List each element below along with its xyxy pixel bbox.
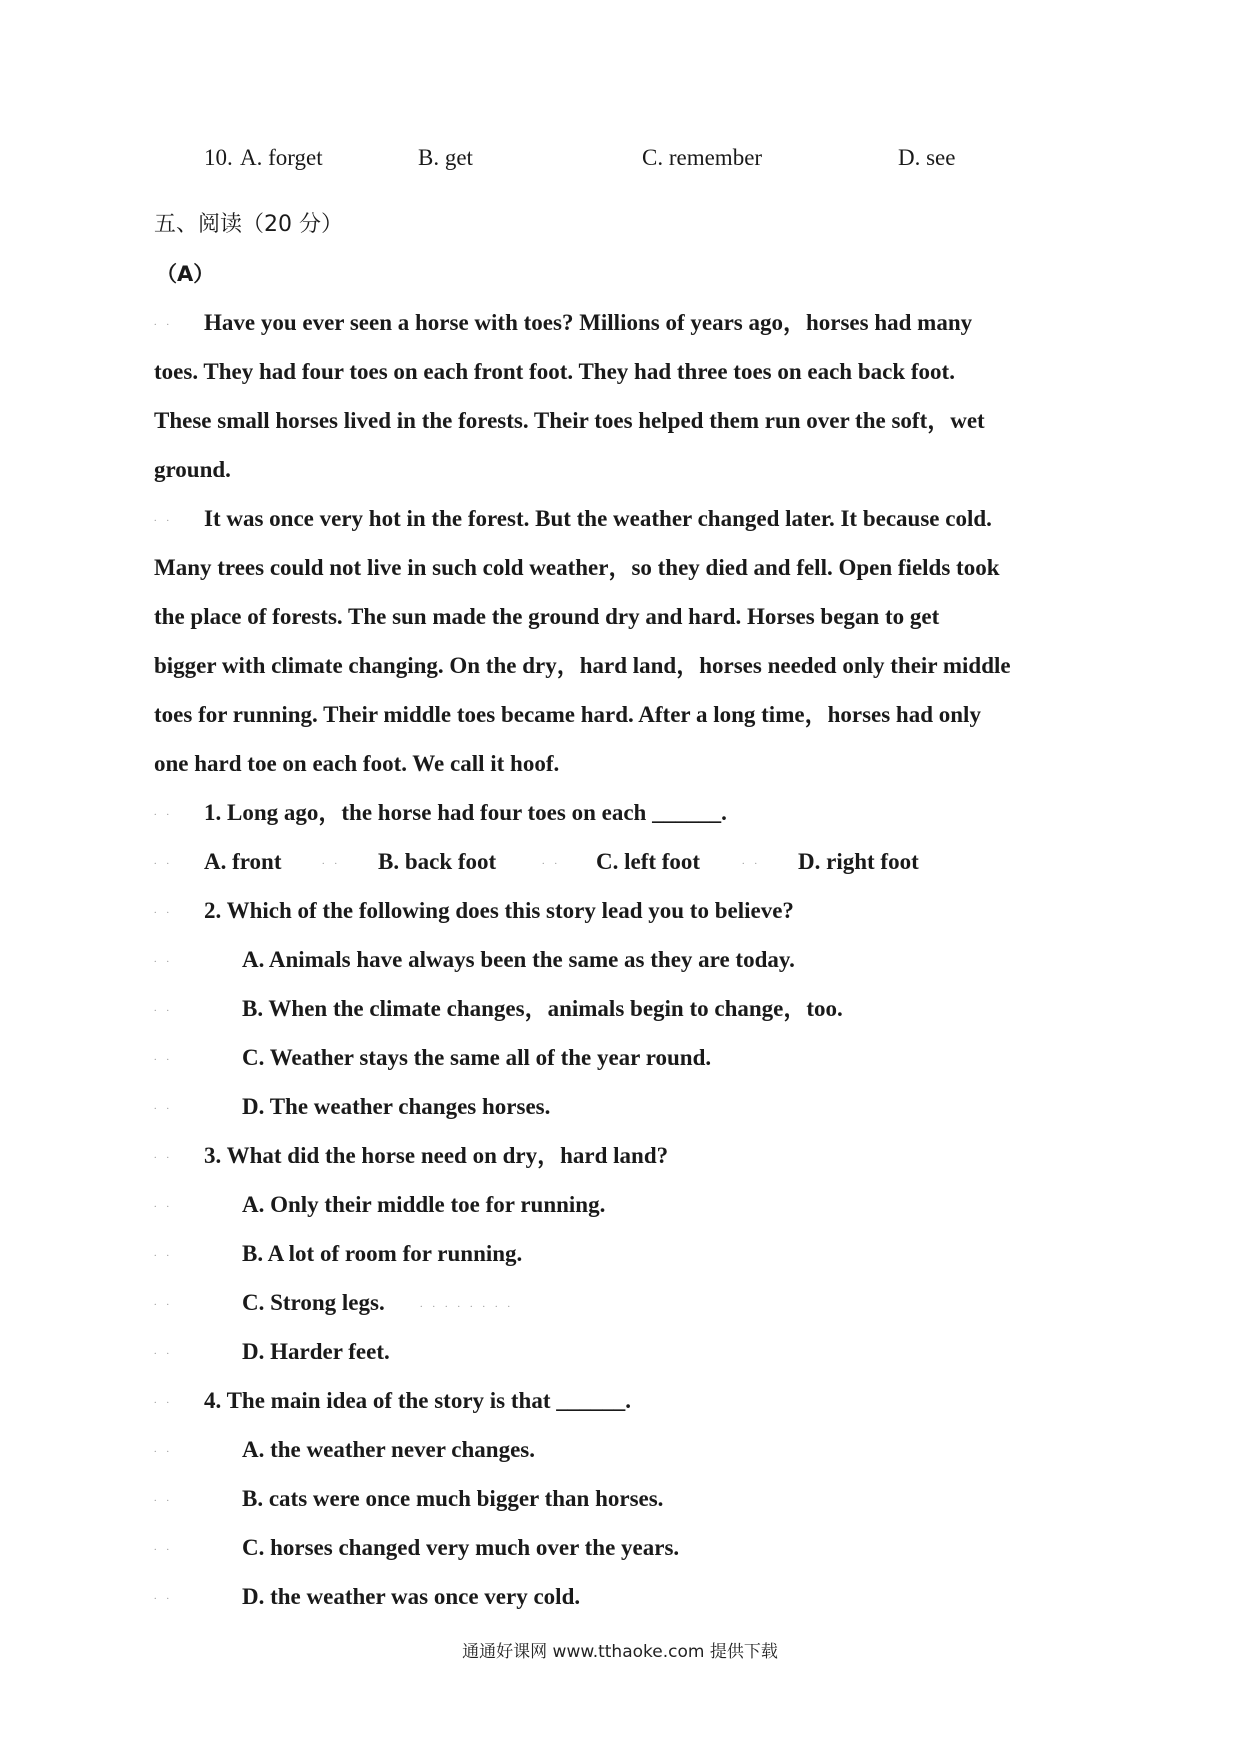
prev-question-option-a: A. forget: [240, 145, 323, 170]
passage-p2-line: It was once very hot in the forest. But the weather changed later. It because cold.: [204, 506, 992, 531]
question-option: B. A lot of room for running.: [242, 1241, 523, 1266]
question-option: D. Harder feet.: [242, 1339, 390, 1364]
prev-question-number: 10.: [204, 145, 233, 170]
indent-dots: ..: [154, 1493, 179, 1504]
question-option: D. The weather changes horses.: [242, 1094, 551, 1119]
passage-p2-line: the place of forests. The sun made the ground dry and hard. Horses began to get: [154, 604, 940, 629]
question-option: C. Weather stays the same all of the year round.: [242, 1045, 712, 1070]
question-stem: 1. Long ago，the horse had four toes on each ______.: [204, 800, 727, 825]
indent-dots: ..: [154, 1346, 179, 1357]
question-option: B. back foot: [378, 849, 497, 874]
indent-dots: ..: [322, 856, 347, 867]
question-option: A. Only their middle toe for running.: [242, 1192, 606, 1217]
indent-dots: ..: [154, 1591, 179, 1602]
indent-dots: ..: [154, 1542, 179, 1553]
passage-p2-line: one hard toe on each foot. We call it hoof.: [154, 751, 560, 776]
passage-label: （A）: [156, 262, 215, 286]
page-footer: 通通好课网 www.tthaoke.com 提供下载: [462, 1642, 778, 1662]
indent-dots: ..: [154, 954, 179, 965]
question-option: A. Animals have always been the same as they are today.: [242, 947, 795, 972]
prev-question-option-b: B. get: [418, 145, 473, 170]
trailing-dots: ........: [420, 1299, 520, 1310]
question-option: C. horses changed very much over the years.: [242, 1535, 680, 1560]
passage-p2-line: toes for running. Their middle toes became hard. After a long time，horses had only: [154, 702, 981, 727]
question-stem: 2. Which of the following does this story lead you to believe?: [204, 898, 794, 923]
indent-dots: ..: [154, 1150, 179, 1161]
indent-dots: ..: [154, 856, 179, 867]
indent-dots: ..: [542, 856, 567, 867]
passage-p1-line: toes. They had four toes on each front foot. They had three toes on each back foot.: [154, 359, 955, 384]
prev-question-option-d: D. see: [898, 145, 956, 170]
prev-question-option-c: C. remember: [642, 145, 763, 170]
passage-p1-line: These small horses lived in the forests. Their toes helped them run over the soft，wet: [154, 408, 985, 433]
question-option: C. Strong legs.: [242, 1290, 385, 1315]
passage-p2-line: bigger with climate changing. On the dry，hard land，horses needed only their middle: [154, 653, 1011, 678]
passage-p2-line: Many trees could not live in such cold weather，so they died and fell. Open fields took: [154, 555, 1000, 580]
indent-dots: ..: [742, 856, 767, 867]
indent-dots: ..: [154, 1395, 179, 1406]
indent-dots: ..: [154, 1003, 179, 1014]
question-stem: 3. What did the horse need on dry，hard land?: [204, 1143, 669, 1168]
question-option: D. the weather was once very cold.: [242, 1584, 581, 1609]
indent-dots: ..: [154, 1052, 179, 1063]
indent-dots: ..: [154, 317, 179, 328]
passage-p1-line: Have you ever seen a horse with toes? Millions of years ago，horses had many: [204, 310, 973, 335]
indent-dots: ..: [154, 1199, 179, 1210]
indent-dots: ..: [154, 513, 179, 524]
question-stem: 4. The main idea of the story is that ______.: [204, 1388, 631, 1413]
question-option: C. left foot: [596, 849, 701, 874]
question-option: A. the weather never changes.: [242, 1437, 535, 1462]
indent-dots: ..: [154, 1101, 179, 1112]
indent-dots: ..: [154, 1297, 179, 1308]
question-option: B. When the climate changes，animals begin to change，too.: [242, 996, 843, 1021]
question-option: B. cats were once much bigger than horses.: [242, 1486, 664, 1511]
indent-dots: ..: [154, 807, 179, 818]
indent-dots: ..: [154, 1444, 179, 1455]
passage-p1-line: ground.: [154, 457, 231, 482]
indent-dots: ..: [154, 1248, 179, 1259]
section-heading: 五、阅读（20 分）: [154, 212, 343, 237]
indent-dots: ..: [154, 905, 179, 916]
question-option: A. front: [204, 849, 282, 874]
question-option: D. right foot: [798, 849, 919, 874]
